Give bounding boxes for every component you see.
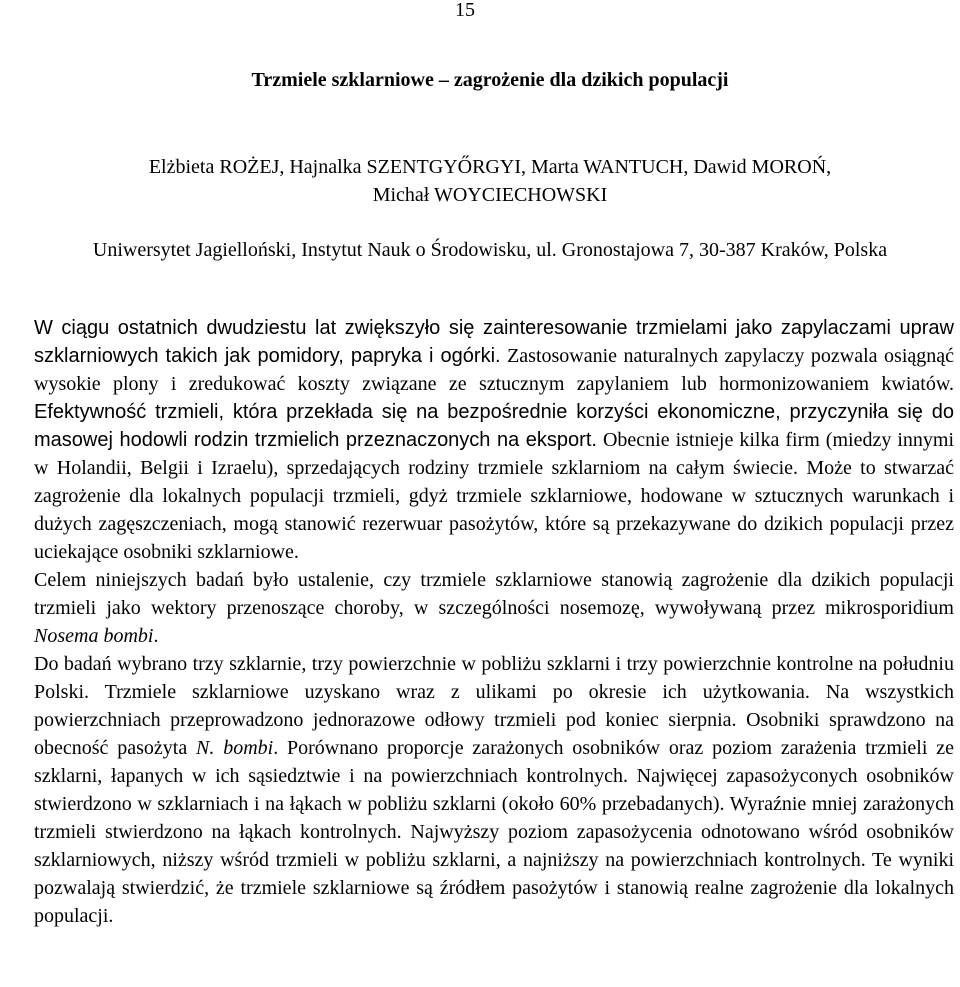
species-name: Nosema bombi <box>34 625 154 647</box>
abstract-p2-end: . <box>153 625 159 647</box>
abstract-paragraph-1 <box>6 314 954 566</box>
abstract-p3-text: Do badań wybrano trzy szklarnie, trzy powierzchnie w pobliżu szklarni i trzy powierzchnie kontrolne na południu Polski. Trzmiele szklarniowe uzyskano wraz z ulikami po okresie ich użytkowania. Na wszystkich powierzchniach przeprowadzono jednorazowe odłowy trzmieli pod koniec sierpnia. Osobniki sprawdzono na obecność pasożyta <box>34 653 954 759</box>
abstract-p3-end: . Porównano proporcje zarażonych osobników oraz poziom zarażenia trzmieli ze szklarni, łapanych w ich sąsiedztwie i na powierzchniach kontrolnych. Najwięcej zapasożyconych osobników stwierdzono w szklarniach i na łąkach w pobliżu szklarni (około 60% przebadanych). Wyraźnie mniej zarażonych trzmieli stwierdzono na łąkach kontrolnych. Najwyższy poziom zapasożycenia odnotowano wśród osobników szklarniowych, niższy wśród trzmieli w pobliżu szklarni, a najniższy na powierzchniach kontrolnych. Te wyniki pozwalają stwierdzić, że trzmiele szklarniowe są źródłem pasożytów i stanowią realne zagrożenie dla lokalnych populacji. <box>34 737 954 927</box>
abstract-p1-sentence-4: Obecnie istnieje kilka firm (miedzy innymi w Holandii, Belgii i Izraelu), sprzedających rodziny trzmiele szklarniom na całym świecie. Może to stwarzać zagrożenie dla lokalnych populacji trzmieli, gdyż trzmiele szklarniowe, hodowane w sztucznych warunkach i dużych zagęszczeniach, mogą stanowić rezerwuar pasożytów, które są przekazywane do dzikich populacji przez uciekające osobniki szklarniowe. <box>34 429 955 563</box>
abstract <box>6 314 954 930</box>
species-abbreviation: N. bombi <box>196 737 274 759</box>
abstract-paragraph-3 <box>6 650 954 930</box>
abstract-p1-sentence-1: W ciągu ostatnich dwudziestu lat zwiększyło się zainteresowanie trzmielami jako zapylaczami upraw szklarniowych takich jak pomidory, papryka i ogórki. <box>34 317 954 367</box>
author-line-1: Elżbieta ROŻEJ, Hajnalka SZENTGYŐRGYI, Marta WANTUCH, Dawid MOROŃ, <box>148 156 832 178</box>
author-line-2: Michał WOYCIECHOWSKI <box>372 184 608 206</box>
page-number: 15 <box>455 0 475 21</box>
paper-title: Trzmiele szklarniowe – zagrożenie dla dzikich populacji <box>251 69 729 91</box>
author-list <box>0 153 960 209</box>
abstract-p1-sentence-3: Efektywność trzmieli, która przekłada się na bezpośrednie korzyści ekonomiczne, przyczyniła się do masowej hodowli rodzin trzmielich przeznaczonych na eksport. <box>34 401 954 451</box>
abstract-paragraph-2 <box>6 566 954 650</box>
abstract-p1-sentence-2: Zastosowanie naturalnych zapylaczy pozwala osiągnąć wysokie plony i zredukować koszty związane ze sztucznym zapylaniem lub hormonizowaniem kwiatów. <box>34 345 955 395</box>
affiliation: Uniwersytet Jagielloński, Instytut Nauk o Środowisku, ul. Gronostajowa 7, 30-387 Kraków, Polska <box>92 239 888 261</box>
abstract-p2-text: Celem niniejszych badań było ustalenie, czy trzmiele szklarniowe stanowią zagrożenie dla dzikich populacji trzmieli jako wektory przenoszące choroby, w szczególności nosemozę, wywoływaną przez mikrosporidium <box>34 569 954 619</box>
